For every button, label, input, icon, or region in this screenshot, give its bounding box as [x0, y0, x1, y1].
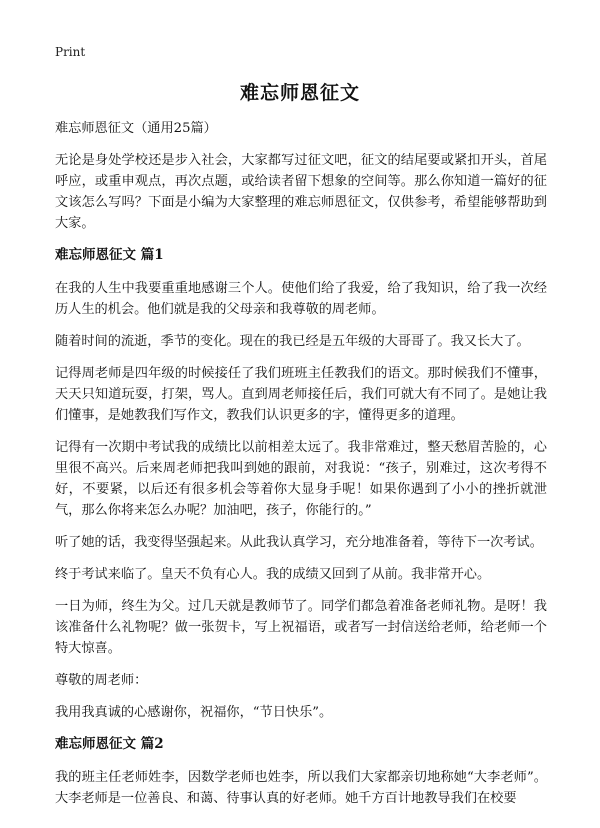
section-heading-2: 难忘师恩征文 篇2 — [55, 736, 164, 752]
paragraph: 一日为师，终生为父。过几天就是教师节了。同学们都急着准备老师礼物。是呀！我该准备什么礼物呢？做一张贺卡，写上祝福语，或者写一封信送给老师，给老师一个特大惊喜。 — [55, 599, 547, 656]
paragraph: 尊敬的周老师： — [55, 673, 148, 688]
paragraph: 终于考试来临了。皇天不负有心人。我的成绩又回到了从前。我非常开心。 — [55, 567, 491, 582]
intro-paragraph: 无论是身处学校还是步入社会，大家都写过征文吧，征文的结尾要或紧扣开头，首尾呼应，或重申观点，再次点题，或给读者留下想象的空间等。那么你知道一篇好的征文该怎么写吗？下面是小编为大家整理的难忘师恩征文，仅供参考，希望能够帮助到大家。 — [55, 153, 547, 231]
document-title: 难忘师恩征文 — [239, 82, 360, 104]
paragraph: 在我的人生中我要重重地感谢三个人。使他们给了我爱，给了我知识，给了我一次经历人生的机会。他们就是我的父母亲和我尊敬的周老师。 — [55, 281, 547, 317]
paragraph: 我用我真诚的心感谢你，祝福你，“节日快乐”。 — [55, 705, 333, 720]
document-body — [55, 118, 547, 820]
section-heading-1: 难忘师恩征文 篇1 — [55, 247, 164, 263]
paragraph: 随着时间的流逝，季节的变化。现在的我已经是五年级的大哥哥了。我又长大了。 — [55, 334, 530, 349]
print-link[interactable]: Print — [55, 45, 86, 59]
paragraph: 记得周老师是四年级的时候接任了我们班班主任教我们的语文。那时候我们不懂事，天天只知道玩耍，打架，骂人。直到周老师接任后，我们可就大有不同了。是她让我们懂事，是她教我们写作文，教我们认识更多的字，懂得更多的道理。 — [55, 366, 547, 423]
paragraph: 听了她的话，我变得坚强起来。从此我认真学习，充分地准备着，等待下一次考试。 — [55, 535, 543, 550]
document-subtitle: 难忘师恩征文（通用25篇） — [55, 121, 217, 136]
paragraph: 记得有一次期中考试我的成绩比以前相差太远了。我非常难过，整天愁眉苦脸的，心里很不高兴。后来周老师把我叫到她的跟前，对我说：“孩子，别难过，这次考得不好，不要紧，以后还有很多机会等着你大显身手呢！如果你遇到了小小的挫折就泄气，那么你将来怎么办呢？加油吧，孩子，你能行的。” — [55, 440, 547, 518]
paragraph: 我的班主任老师姓李，因数学老师也姓李，所以我们大家都亲切地称她“大李老师”。大李老师是一位善良、和蔼、待事认真的好老师。她千方百计地教导我们在校要 — [55, 770, 547, 806]
